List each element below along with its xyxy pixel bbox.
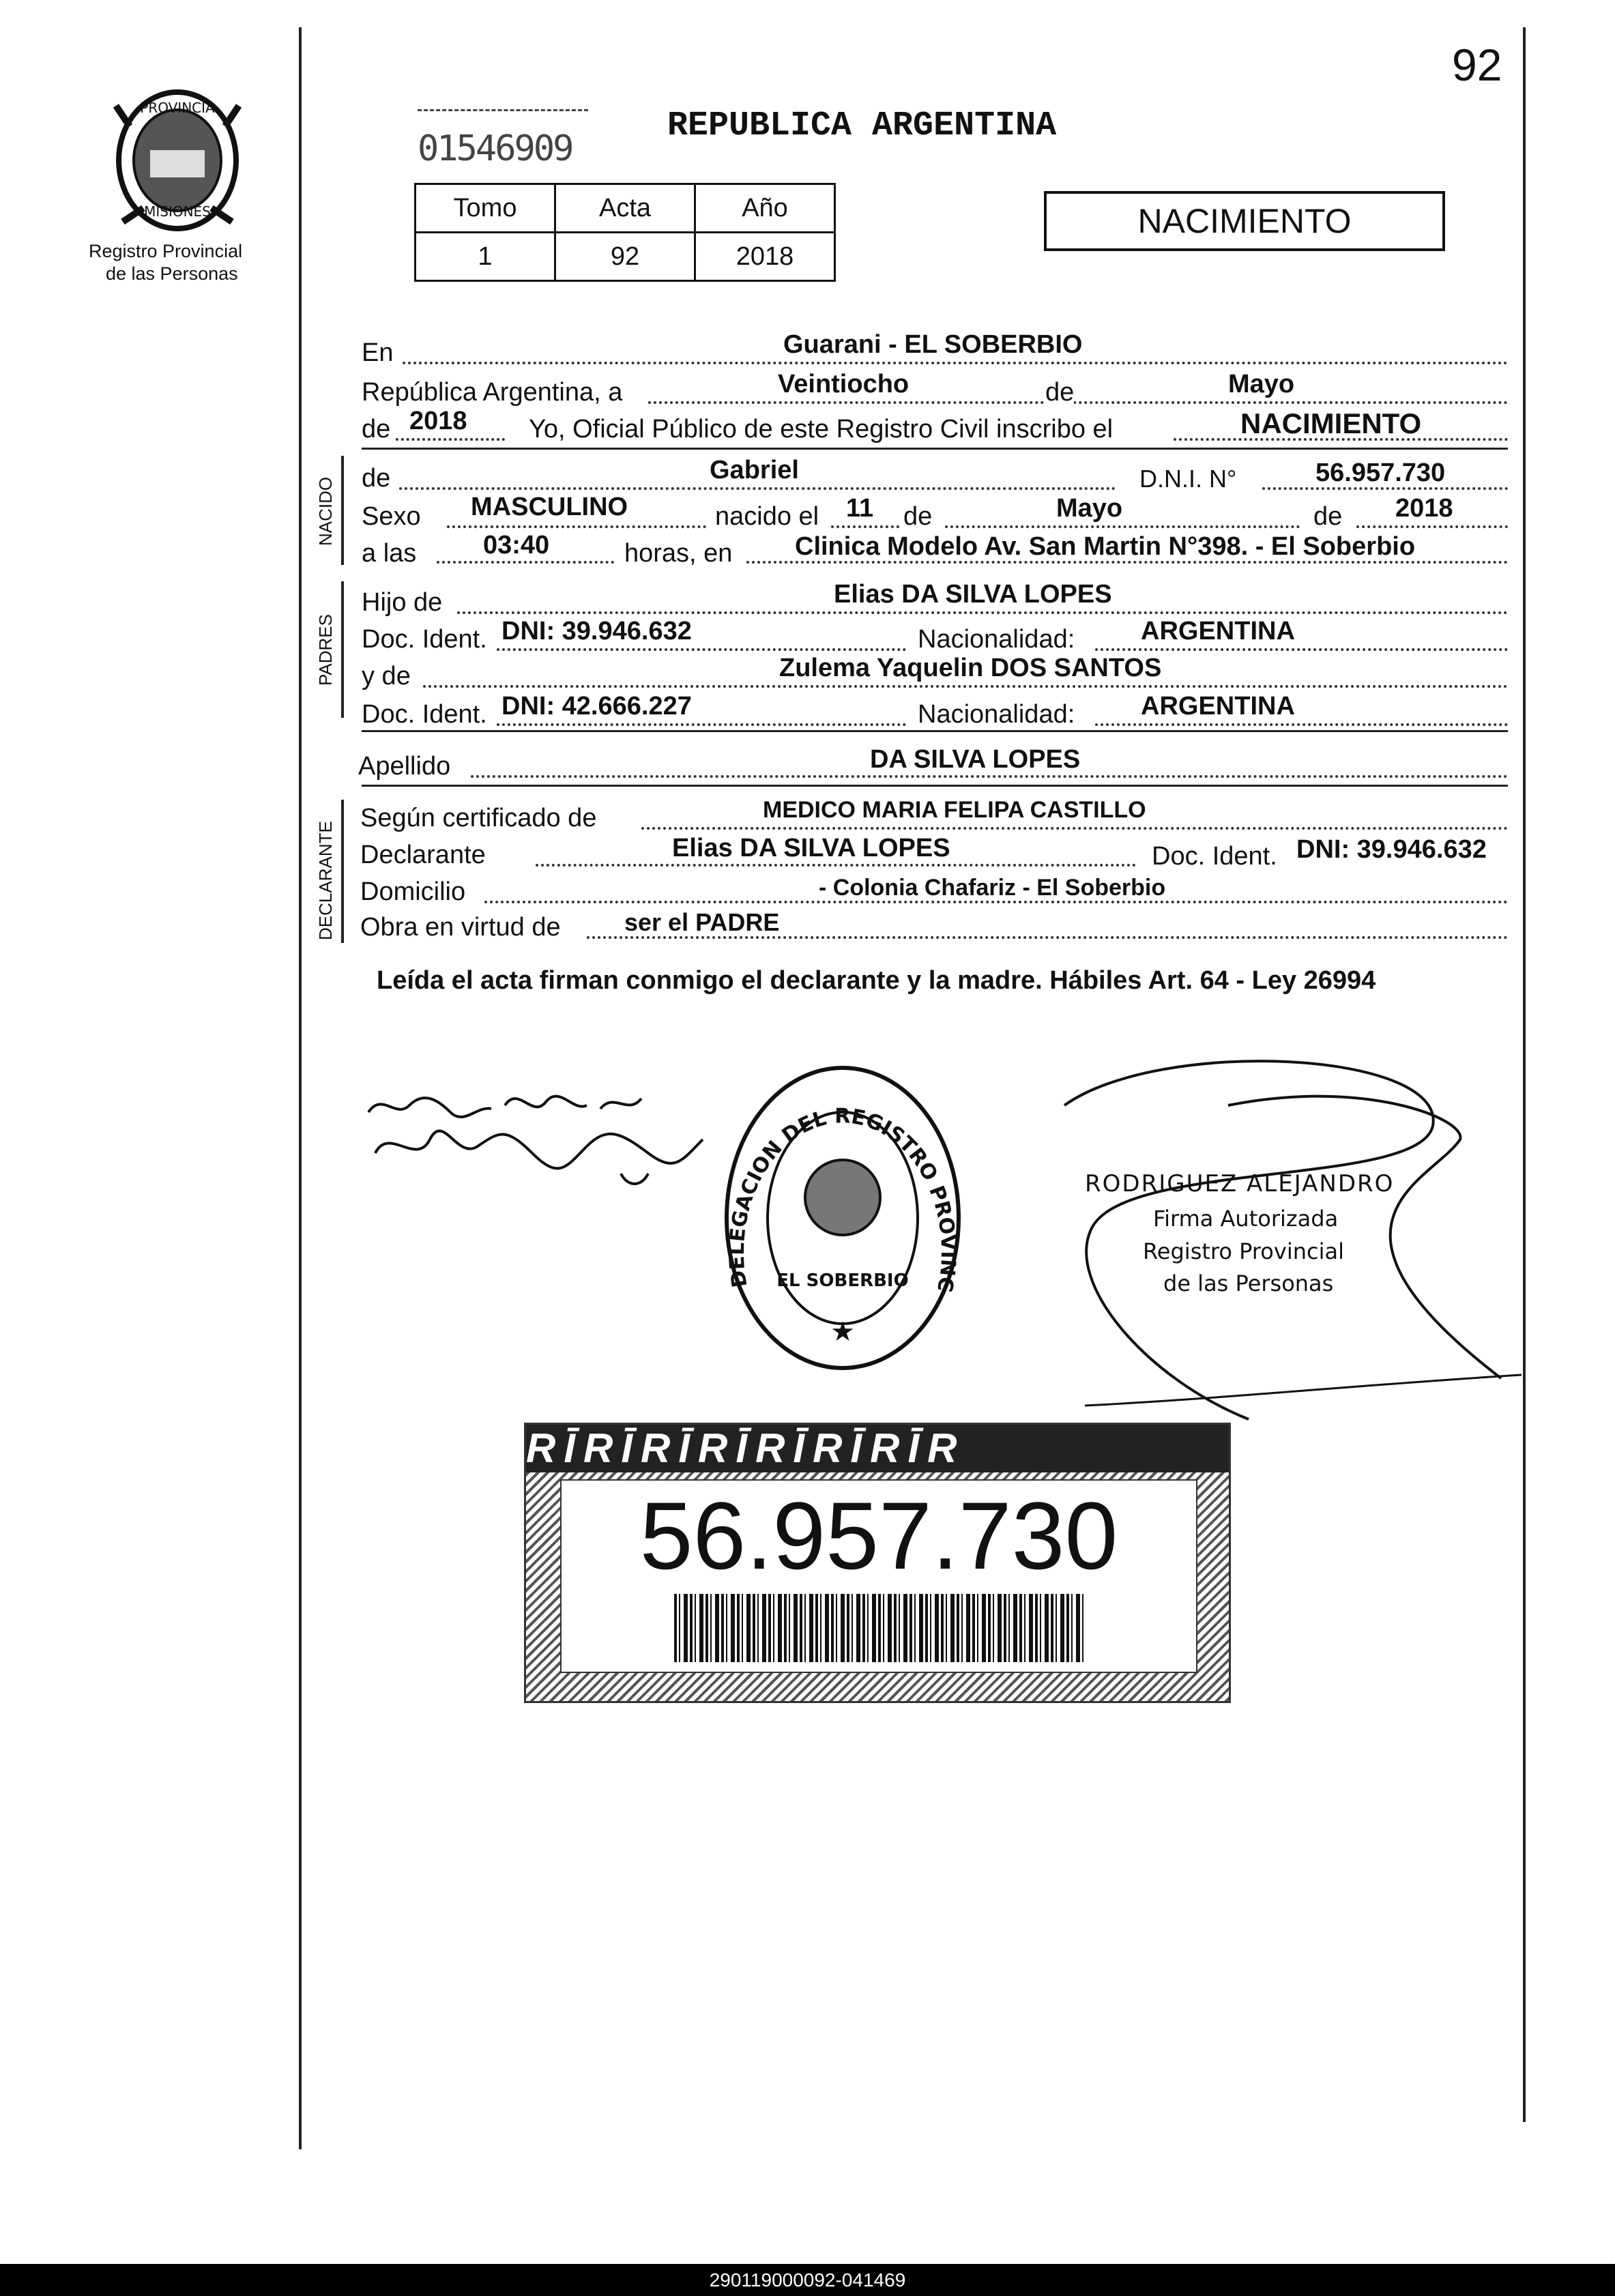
month-dots [945, 525, 1300, 528]
declarante-doc: DNI: 39.946.632 [1296, 835, 1487, 864]
madre-doc-label: Doc. Ident. [362, 700, 487, 729]
section-divider-2 [362, 730, 1508, 732]
stamp-line-2: Firma Autorizada [1153, 1206, 1339, 1232]
declarante-side-label: DECLARANTE [315, 821, 336, 940]
rep-month: Mayo [1228, 370, 1295, 398]
nacido-hora: 03:40 [483, 531, 550, 560]
nacido-lugar: Clinica Modelo Av. San Martin N°398. - El Soberbio [795, 532, 1416, 561]
pattern-r-6: R [813, 1425, 851, 1471]
left-margin-rule [299, 27, 302, 2149]
year-dots [396, 438, 505, 441]
padre-name: Elias DA SILVA LOPES [834, 580, 1112, 609]
emblem-caption-1: Registro Provincial [89, 241, 243, 261]
nacido-de-label: de [362, 464, 391, 493]
madre-nac-label: Nacionalidad: [918, 700, 1075, 729]
stamp-line-4: de las Personas [1163, 1270, 1334, 1296]
official-text: Yo, Oficial Público de este Registro Civil inscribo el [529, 415, 1114, 444]
declarante-doc-label: Doc. Ident. [1152, 842, 1277, 871]
padre-nac: ARGENTINA [1141, 617, 1295, 645]
barcode [674, 1594, 1083, 1662]
declarante-value: Elias DA SILVA LOPES [672, 834, 950, 862]
lugar-dots [746, 561, 1508, 564]
section-divider-3 [362, 785, 1508, 787]
dni-label-sticker [524, 1423, 1231, 1703]
rep-de-label: de [1045, 378, 1075, 407]
svg-text:PROVINCIA: PROVINCIA [140, 100, 215, 116]
declarante-bracket [341, 800, 344, 943]
apellido-dots [471, 775, 1508, 778]
signature-stroke [1085, 1371, 1522, 1412]
madre-nac-dots [1095, 723, 1508, 726]
certificado-value: MEDICO MARIA FELIPA CASTILLO [763, 797, 1146, 823]
emblem-caption-2: de las Personas [106, 263, 238, 284]
right-margin-rule [1523, 27, 1526, 2122]
svg-text:DELEGACION DEL REGISTRO PROVIN: DELEGACION DEL REGISTRO PROVINC [725, 1104, 961, 1294]
country-title: REPUBLICA ARGENTINA [667, 106, 1057, 145]
nacido-name-dots [399, 487, 1116, 490]
svg-text:★: ★ [830, 1317, 855, 1347]
acta-value: 92 [555, 233, 695, 281]
madre-dots [423, 685, 1508, 688]
hijo-de-label: Hijo de [362, 588, 443, 617]
segun-label: Según certificado de [360, 804, 597, 832]
dni-label-pattern-row: RĪRĪRĪRĪRĪRĪRĪR [526, 1425, 1229, 1472]
obra-value: ser el PADRE [624, 908, 780, 936]
madre-name: Zulema Yaquelin DOS SANTOS [779, 654, 1162, 682]
padre-doc: DNI: 39.946.632 [501, 617, 692, 645]
a-las-label: a las [362, 539, 417, 568]
pattern-r-1: R [526, 1425, 564, 1471]
declarante-dots [536, 864, 1136, 867]
rep-label: República Argentina, a [362, 378, 623, 407]
rep-dots [648, 401, 1508, 404]
declarante-label: Declarante [360, 841, 486, 869]
apellido-label: Apellido [358, 752, 451, 781]
dni-dots [1262, 487, 1508, 490]
pattern-r-8: R [927, 1425, 965, 1471]
domicilio-label: Domicilio [360, 877, 466, 906]
inscribe-value: NACIMIENTO [1240, 407, 1422, 439]
nacido-month: Mayo [1056, 494, 1123, 523]
pattern-r-3: R [641, 1425, 679, 1471]
madre-doc: DNI: 42.666.227 [501, 692, 692, 721]
serial-underline [418, 109, 588, 111]
stamp-line-3: Registro Provincial [1143, 1238, 1344, 1264]
en-value: Guarani - EL SOBERBIO [783, 330, 1083, 359]
padres-side-label: PADRES [315, 614, 336, 686]
padre-dots [457, 611, 1508, 614]
pattern-r-4: R [698, 1425, 736, 1471]
page-number: 92 [1452, 40, 1502, 90]
nacido-year: 2018 [1395, 494, 1453, 523]
dni-label: D.N.I. N° [1139, 465, 1237, 493]
obra-dots [587, 936, 1508, 939]
horas-en-label: horas, en [624, 539, 733, 568]
apellido-value: DA SILVA LOPES [870, 745, 1081, 774]
y-de-label: y de [362, 662, 411, 691]
dni-label-inner [560, 1479, 1197, 1673]
dni-label-number: 56.957.730 [639, 1482, 1118, 1589]
nacido-day: 11 [846, 494, 874, 523]
domicilio-dots [484, 901, 1508, 903]
hora-dots [437, 561, 614, 564]
segun-dots [641, 827, 1508, 830]
domicilio-value: - Colonia Chafariz - El Soberbio [819, 875, 1166, 901]
padre-doc-label: Doc. Ident. [362, 625, 487, 654]
sexo-dots [447, 525, 706, 528]
day-dots [831, 525, 899, 528]
sexo-value: MASCULINO [471, 493, 628, 521]
serial-number: 01546909 [418, 128, 572, 169]
pattern-r-7: R [870, 1425, 908, 1471]
stamp-line-1: RODRIGUEZ ALEJANDRO [1085, 1170, 1395, 1197]
nacido-de1-label: de [903, 502, 933, 531]
acta-header: Acta [555, 184, 695, 233]
nacido-side-label: NACIDO [315, 476, 336, 546]
pattern-r-5: R [755, 1425, 794, 1471]
madre-nac: ARGENTINA [1141, 692, 1295, 721]
padre-doc-dots [497, 648, 906, 651]
province-emblem [102, 85, 252, 235]
nacido-bracket [341, 456, 344, 565]
section-divider-1 [362, 448, 1508, 450]
padre-nac-dots [1095, 648, 1508, 651]
madre-doc-dots [497, 723, 906, 726]
svg-text:MISIONES: MISIONES [144, 203, 211, 220]
doc-type-box [1044, 191, 1445, 251]
doc-type-label: NACIMIENTO [1137, 202, 1352, 240]
year-value: 2018 [409, 407, 467, 435]
rep-day: Veintiocho [778, 370, 910, 398]
nacido-name: Gabriel [710, 456, 799, 484]
year-de-label: de [362, 415, 391, 444]
year2-dots [1356, 525, 1508, 528]
en-dots [403, 362, 1508, 364]
delegation-seal [720, 1061, 965, 1375]
tomo-header: Tomo [416, 184, 555, 233]
obra-label: Obra en virtud de [360, 913, 561, 942]
nacido-de2-label: de [1313, 502, 1343, 531]
nacido-el-label: nacido el [715, 502, 819, 531]
signature-declarante [362, 1078, 716, 1201]
sexo-label: Sexo [362, 502, 421, 531]
footer-code: 290119000092-041469 [0, 2264, 1615, 2296]
tomo-value: 1 [416, 233, 555, 281]
nacido-dni: 56.957.730 [1315, 459, 1446, 487]
en-label: En [362, 338, 394, 367]
anio-header: Año [695, 184, 835, 233]
registry-table [414, 183, 836, 282]
svg-text:EL SOBERBIO: EL SOBERBIO [776, 1270, 909, 1291]
padre-nac-label: Nacionalidad: [918, 625, 1075, 654]
anio-value: 2018 [695, 233, 835, 281]
padres-bracket [341, 581, 344, 718]
closing-text: Leída el acta firman conmigo el declarante y la madre. Hábiles Art. 64 - Ley 26994 [377, 966, 1376, 995]
pattern-r-2: R [583, 1425, 622, 1471]
